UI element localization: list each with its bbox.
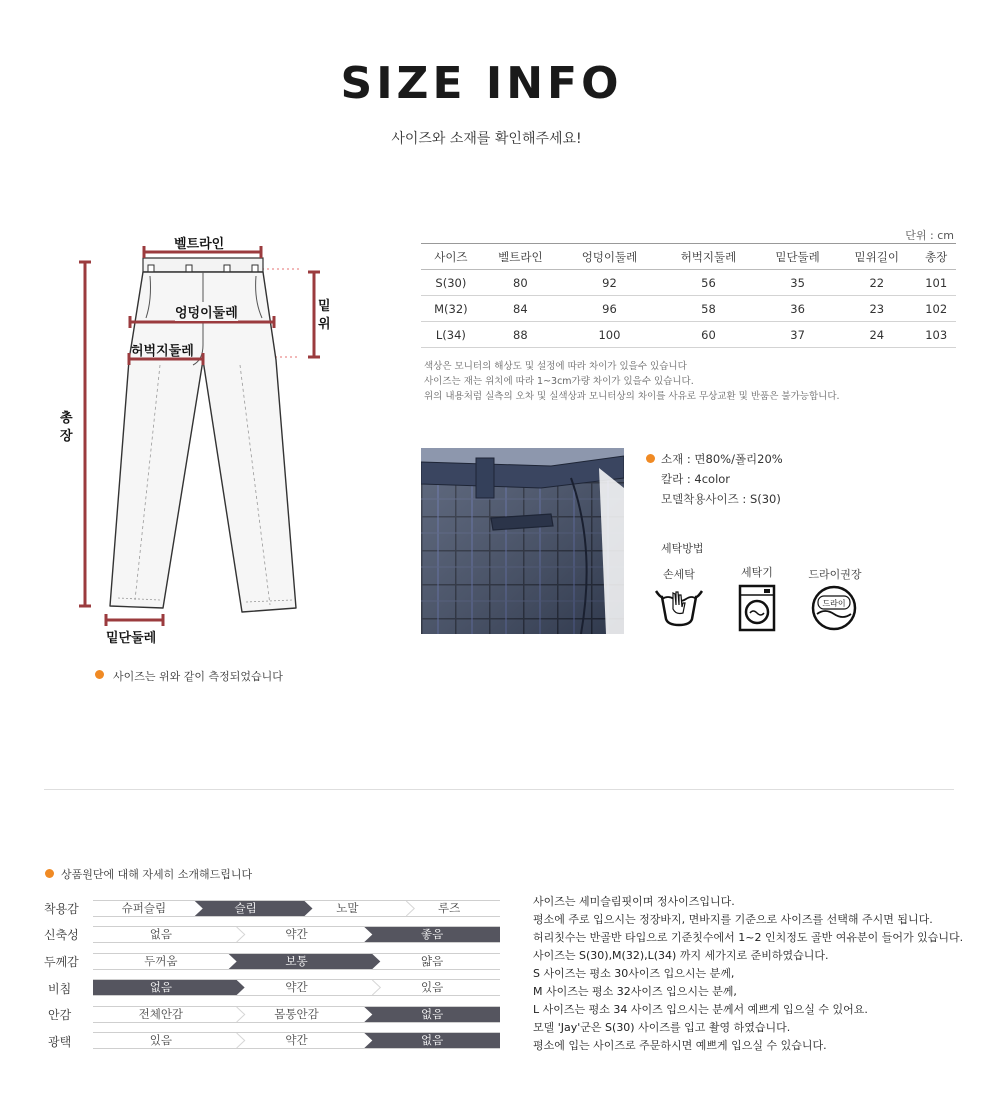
scale-bar-fit [93,900,500,917]
description-line: 허리칫수는 반골반 타입으로 기준칫수에서 1~2 인치정도 골반 여유분이 들어가 있습니다. [533,931,964,944]
size-table [421,243,956,348]
scale-option: 약간 [285,980,308,994]
scale-option: 약간 [285,1033,308,1047]
scale-option: 약간 [285,927,308,941]
table-cell: 92 [560,270,659,296]
color-info: 칼라 : 4color [661,472,731,486]
hip-label: 엉덩이둘레 [175,302,238,321]
scale-option: 없음 [421,1007,444,1021]
dry-clean-icon [810,584,858,632]
pants-diagram [40,225,360,655]
table-cell: 84 [481,296,560,322]
table-cell: 102 [916,296,956,322]
table-cell: 56 [659,270,758,296]
fabric-details-heading: 상품원단에 대해 자세히 소개해드립니다 [61,868,253,881]
description-line: S 사이즈는 평소 30사이즈 입으시는 분께, [533,967,735,980]
page-subtitle: 사이즈와 소재를 확인해주세요! [391,131,582,147]
dry-icon-text: 드라이 [822,599,846,608]
scale-option: 몸통안감 [274,1007,319,1021]
care-label-hand: 손세탁 [663,568,695,581]
table-cell: 36 [758,296,837,322]
scale-bar-lining [93,1006,500,1023]
rise-label: 밑위 [318,299,331,332]
scale-option: 노말 [336,901,359,915]
scale-option: 좋음 [421,927,444,941]
scale-bar-sheer [93,979,500,996]
table-header-row [421,244,956,270]
table-header: 사이즈 [421,244,481,270]
scale-option: 없음 [149,927,172,941]
bullet-icon [646,454,655,463]
scale-option: 있음 [421,980,444,994]
scale-bar-thickness [93,953,500,970]
note-line: 위의 내용처럼 실측의 오차 및 실색상과 모니터상의 차이를 사유로 무상교환 및 반품은 불가능합니다. [424,391,840,402]
thigh-label: 허벅지둘레 [131,344,194,359]
table-cell: 37 [758,322,837,348]
description-line: M 사이즈는 평소 32사이즈 입으시는 분께, [533,985,737,998]
table-cell: 80 [481,270,560,296]
scale-option: 루즈 [438,901,461,915]
model-size-info: 모델착용사이즈 : S(30) [661,492,781,506]
table-cell: 103 [916,322,956,348]
note-line: 색상은 모니터의 해상도 및 설정에 따라 차이가 있을수 있습니다 [424,361,687,372]
table-cell: 100 [560,322,659,348]
scale-bar-gloss [93,1032,500,1049]
description-line: 사이즈는 세미슬림핏이며 정사이즈입니다. [533,895,735,908]
table-cell: 24 [837,322,916,348]
table-row [421,296,956,322]
fabric-photo [421,448,624,634]
scale-option: 슬림 [234,901,257,915]
table-header: 허벅지둘레 [659,244,758,270]
table-header: 벨트라인 [481,244,560,270]
table-cell: 88 [481,322,560,348]
scale-option: 있음 [149,1033,172,1047]
belt-line-label: 벨트라인 [174,237,225,252]
table-row [421,270,956,296]
table-cell: 60 [659,322,758,348]
table-header: 밑위길이 [837,244,916,270]
table-header: 엉덩이둘레 [560,244,659,270]
care-title: 세탁방법 [661,542,704,555]
bullet-icon [95,670,104,679]
scale-bar-stretch [93,926,500,943]
page-title: SIZE INFO [340,58,623,109]
description-line: 모델 'Jay'군은 S(30) 사이즈를 입고 촬영 하였습니다. [533,1021,791,1034]
table-header: 총장 [916,244,956,270]
row-label-lining: 안감 [48,1008,72,1022]
section-divider [44,789,954,790]
scale-option: 전체안감 [138,1007,184,1021]
row-label-fit: 착용감 [44,902,79,916]
description-line: 평소에 입는 사이즈로 주문하시면 예쁘게 입으실 수 있습니다. [533,1039,827,1052]
scale-option: 슈퍼슬림 [121,901,167,915]
description-block [533,893,963,1055]
table-cell: 96 [560,296,659,322]
scale-option: 두꺼움 [144,954,178,968]
description-line: 평소에 주로 입으시는 정장바지, 면바지를 기준으로 사이즈를 선택해 주시면 됩니다. [533,913,933,926]
hand-wash-icon [652,585,706,631]
table-cell: M(32) [421,296,481,322]
description-line: L 사이즈는 평소 34 사이즈 입으시는 분께서 예쁘게 입으실 수 있어요. [533,1003,868,1016]
description-line: 사이즈는 S(30),M(32),L(34) 까지 세가지로 준비하였습니다. [533,949,829,962]
row-label-gloss: 광택 [48,1035,72,1049]
table-cell: 58 [659,296,758,322]
unit-label: 단위 : cm [905,229,954,242]
scale-option: 없음 [421,1033,444,1047]
row-label-sheer: 비침 [48,982,72,996]
table-cell: 22 [837,270,916,296]
table-cell: S(30) [421,270,481,296]
care-label-machine: 세탁기 [741,566,773,579]
total-length-label: 총장 [60,411,73,444]
table-header: 밑단둘레 [758,244,837,270]
hem-label: 밑단둘레 [106,631,157,646]
table-row [421,322,956,348]
table-cell: 23 [837,296,916,322]
row-label-stretch: 신축성 [44,928,79,942]
scale-option: 없음 [149,980,172,994]
note-line: 사이즈는 재는 위치에 따라 1~3cm가량 차이가 있을수 있습니다. [424,376,694,387]
material-info: 소재 : 면80%/폴리20% [661,452,783,466]
row-label-thickness: 두께감 [44,955,79,969]
care-label-dry: 드라이권장 [808,568,862,581]
table-cell: 35 [758,270,837,296]
table-cell: L(34) [421,322,481,348]
table-cell: 101 [916,270,956,296]
scale-option: 보통 [285,954,308,968]
scale-option: 얇음 [421,954,444,968]
bullet-icon [45,869,54,878]
washing-machine-icon [737,583,777,633]
diagram-footnote: 사이즈는 위와 같이 측정되었습니다 [113,670,283,683]
